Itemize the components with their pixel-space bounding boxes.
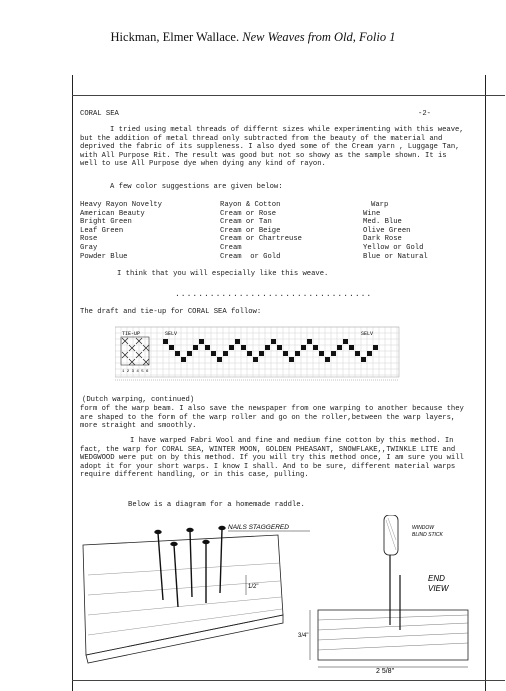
page-header bbox=[0, 30, 506, 45]
selv-label-right: SELV bbox=[361, 331, 374, 337]
warping-paragraph: form of the warp beam. I also save the newspaper from one warping to another because they are shaped to the form of the warp roller and go on the roller,between the warp layers, more straight and smoothly. bbox=[80, 405, 464, 431]
page-number: -2- bbox=[418, 110, 431, 118]
draft-intro: The draft and tie-up for CORAL SEA follow: bbox=[80, 308, 262, 316]
color-col1-item: Leaf Green bbox=[80, 226, 124, 235]
frame-top-line bbox=[72, 95, 505, 96]
end-label: END bbox=[428, 574, 445, 583]
dotted-separator: .................................. bbox=[175, 290, 373, 299]
frame-bottom-line bbox=[72, 680, 505, 681]
color-col1-item: Bright Green bbox=[80, 218, 132, 227]
color-col2-item: Cream bbox=[220, 244, 242, 252]
color-col2-item: Cream or Gold bbox=[220, 252, 281, 261]
warping-heading: (Dutch warping, continued) bbox=[82, 396, 195, 404]
colors-intro: A few color suggestions are given below: bbox=[110, 183, 283, 191]
section-title: CORAL SEA bbox=[80, 110, 119, 118]
frame-left-line bbox=[72, 75, 73, 691]
selv-label-left: SELV bbox=[165, 331, 178, 337]
header-author: Hickman, Elmer Wallace. bbox=[110, 30, 240, 44]
width-label: 2 5/8" bbox=[376, 668, 395, 675]
color-col2-item: Cream or Beige bbox=[220, 226, 281, 235]
color-col2-item: Cream or Tan bbox=[220, 218, 272, 227]
header-title: New Weaves from Old, Folio 1 bbox=[242, 30, 396, 44]
color-col1-item: Heavy Rayon Novelty bbox=[80, 201, 162, 209]
color-col3-item: Blue or Natural bbox=[363, 252, 428, 261]
color-col3-item: Dark Rose bbox=[363, 235, 402, 244]
color-col1-item: Rose bbox=[80, 235, 98, 244]
window-label: WINDOW bbox=[412, 525, 434, 531]
color-col1-item: American Beauty bbox=[80, 209, 145, 218]
intro-paragraph: I tried using metal threads of differnt sizes while experimenting with this weave, but the addition of metal thread only subtracted from the beauty of the material and deprived the fabric of its suppleness. I also dyed some of the Cream yarn , Luggage Tan, with All Purpose Rit. The result was good but not so showy as the sample shown. It is well to use All Purpose dye when dying any kind of rayon. bbox=[80, 126, 464, 169]
color-col1-item: Gray bbox=[80, 244, 98, 252]
think-line: I think that you will especially like this weave. bbox=[117, 270, 329, 278]
color-col3-item: Yellow or Gold bbox=[363, 244, 424, 252]
color-col2-item: Cream or Chartreuse bbox=[220, 235, 302, 244]
draft-diagram bbox=[115, 325, 415, 385]
blind-stick-label: BLIND STICK bbox=[412, 532, 443, 538]
warped-paragraph: I have warped Fabri Wool and fine and medium fine cotton by this method. In fact, the warp for CORAL SEA, WINTER MOON, GOLDEN PHEASANT, SNOWFLAKE,,TWINKLE LITE and WEDGWOOD were put on by this method. If you will try this method once, I am sure you will adopt it for your short warps. I know I shall. And to be sure, different material warps require different handling, or in this case, pulling. bbox=[80, 437, 464, 480]
half-inch-label: 1/2" bbox=[248, 584, 259, 590]
color-col3-item: Med. Blue bbox=[363, 218, 402, 227]
color-col3-item: Olive Green bbox=[363, 226, 411, 235]
tieup-label: TIE-UP bbox=[122, 331, 141, 337]
raddle-intro: Below is a diagram for a homemade raddle. bbox=[128, 501, 305, 509]
color-col1-item: Powder Blue bbox=[80, 252, 128, 261]
frame-right-line bbox=[485, 75, 486, 691]
raddle-diagram bbox=[78, 515, 478, 675]
nails-staggered-label: NAILS STAGGERED bbox=[228, 524, 289, 531]
height-label: 3/4" bbox=[298, 633, 309, 639]
tieup-numbers: 1 2 3 4 5 6 bbox=[122, 370, 149, 374]
view-label: VIEW bbox=[428, 584, 449, 593]
color-col3-item: Warp bbox=[371, 201, 389, 209]
color-col2-item: Cream or Rose bbox=[220, 209, 277, 218]
color-col2-item: Rayon & Cotton bbox=[220, 201, 281, 209]
color-col3-item: Wine bbox=[363, 209, 381, 218]
